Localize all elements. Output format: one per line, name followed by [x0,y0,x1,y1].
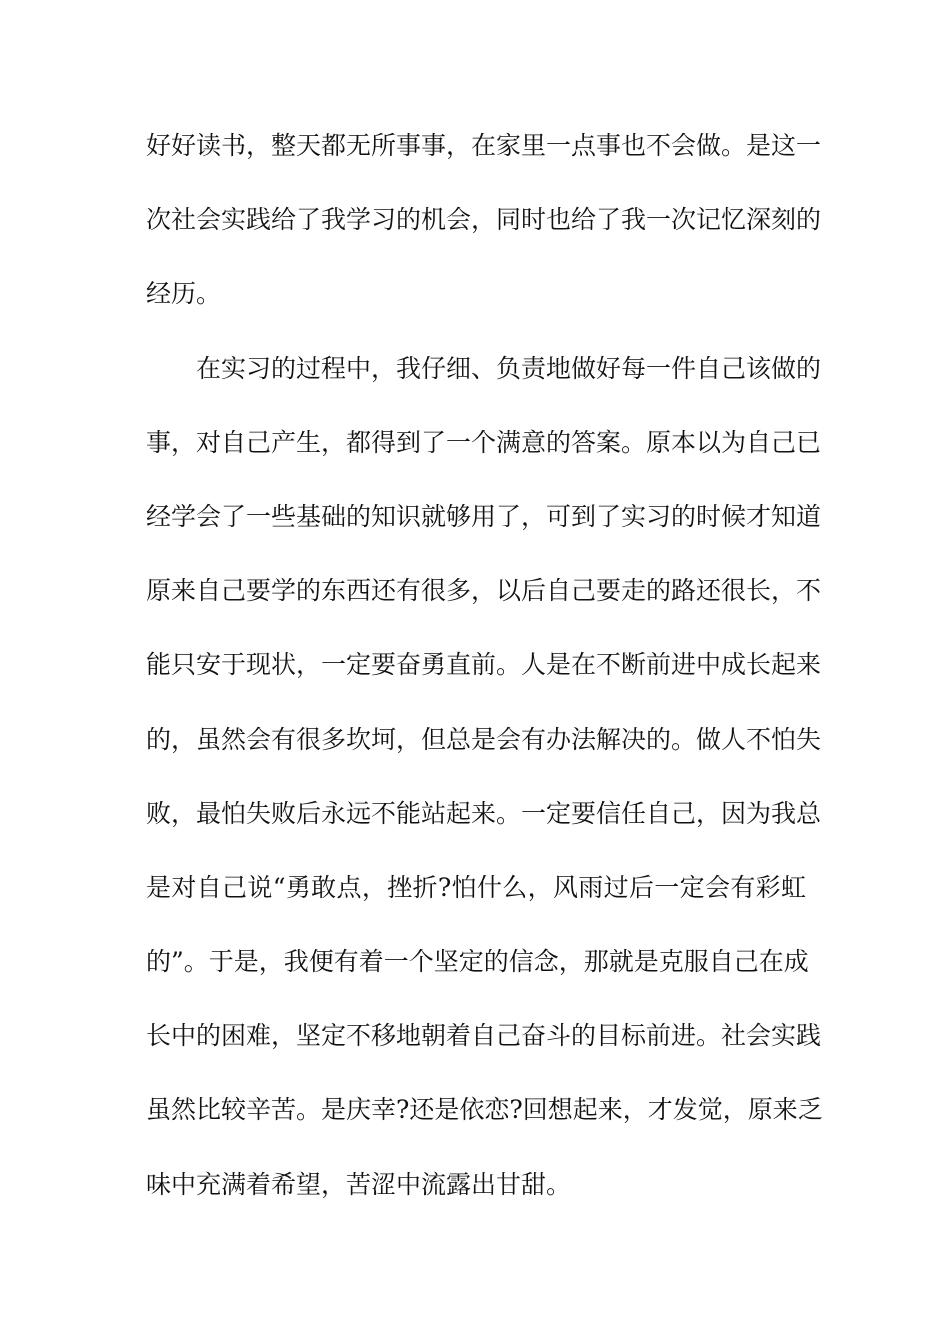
text-line: 味中充满着希望，苦涩中流露出甘甜。 [146,1169,572,1199]
text-line: 在实习的过程中，我仔细、负责地做好每一件自己该做的 [196,353,822,383]
text-line: 次社会实践给了我学习的机会，同时也给了我一次记忆深刻的 [146,205,822,235]
text-line: 经学会了一些基础的知识就够用了，可到了实习的时候才知道 [146,501,822,531]
text-line: 的，虽然会有很多坎坷，但总是会有办法解决的。做人不怕失 [146,724,822,754]
text-line: 好好读书，整天都无所事事，在家里一点事也不会做。是这一 [146,131,822,160]
text-line: 能只安于现状，一定要奋勇直前。人是在不断前进中成长起来 [146,650,822,680]
text-line: 经历。 [146,279,222,309]
text-line: 的”。于是，我便有着一个坚定的信念，那就是克服自己在成 [146,947,809,977]
text-line: 长中的困难，坚定不移地朝着自己奋斗的目标前进。社会实践 [146,1021,822,1051]
text-line: 是对自己说“勇敢点，挫折?怕什么，风雨过后一定会有彩虹 [146,872,806,902]
document-body [146,124,823,1237]
paragraph-1 [146,124,822,347]
text-line: 败，最怕失败后永远不能站起来。一定要信任自己，因为我总 [146,798,822,828]
paragraph-2 [146,347,823,1237]
text-line: 虽然比较辛苦。是庆幸?还是依恋?回想起来，才发觉，原来乏 [146,1095,823,1125]
text-line: 事，对自己产生，都得到了一个满意的答案。原本以为自己已 [146,427,822,457]
text-line: 原来自己要学的东西还有很多，以后自己要走的路还很长，不 [146,576,822,606]
